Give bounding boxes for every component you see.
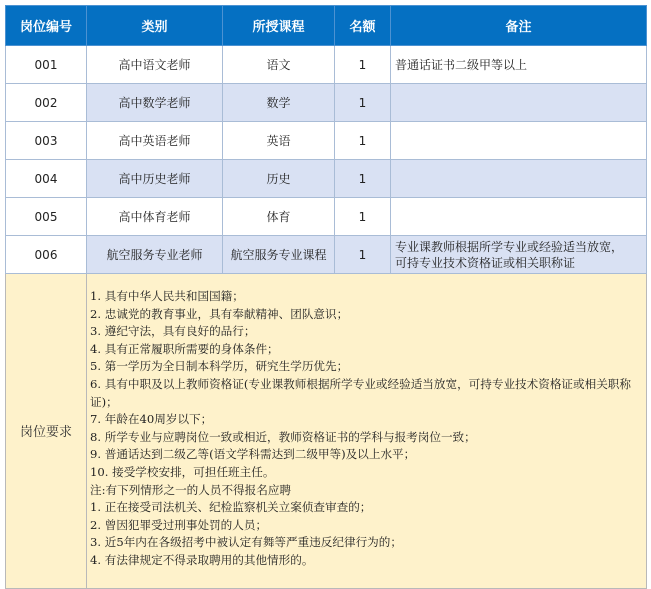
table-row [6,122,647,160]
requirement-line: 10. 接受学校安排，可担任班主任。 [90,464,275,479]
table-row [6,160,647,198]
requirement-line: 4. 具有正常履职所需要的身体条件； [90,341,279,356]
quota: 1 [335,122,391,160]
position-id: 006 [6,236,87,274]
disqualification-line: 1. 正在接受司法机关、纪检监察机关立案侦查审查的； [90,500,372,515]
table-row [6,46,647,84]
course: 语文 [223,46,335,84]
note [391,160,647,198]
category: 高中体育老师 [87,198,223,236]
category: 高中历史老师 [87,160,223,198]
course: 航空服务专业课程 [223,236,335,274]
header-quota: 名额 [335,6,391,46]
position-id: 003 [6,122,87,160]
quota: 1 [335,198,391,236]
table-row [6,84,647,122]
note-line: 可持专业技术资格证或相关职称证 [395,255,576,270]
note [391,236,647,274]
table-row [6,236,647,274]
category: 高中数学老师 [87,84,223,122]
header-note: 备注 [391,6,647,46]
requirement-line: 2. 忠诚党的教育事业，具有奉献精神、团队意识； [90,306,349,321]
recruitment-table [5,5,647,589]
note [391,122,647,160]
course: 数学 [223,84,335,122]
course: 历史 [223,160,335,198]
requirement-line: 3. 遵纪守法，具有良好的品行； [90,324,256,339]
requirements-row [6,274,647,589]
disqualification-line: 2. 曾因犯罪受过刑事处罚的人员； [90,517,268,532]
header-row [6,6,647,46]
position-id: 001 [6,46,87,84]
note-line: 专业课教师根据所学专业或经验适当放宽， [395,239,624,254]
requirement-line: 8. 所学专业与应聘岗位一致或相近，教师资格证书的学科与报考岗位一致； [90,429,476,444]
requirement-line: 5. 第一学历为全日制本科学历，研究生学历优先； [90,359,349,374]
position-id: 004 [6,160,87,198]
requirement-line: 6. 具有中职及以上教师资格证(专业课教师根据所学专业或经验适当放宽，可持专业技术资格证或相关职称证)； [90,376,631,409]
disqualification-note: 注:有下列情形之一的人员不得报名应聘 [90,482,292,497]
category: 航空服务专业老师 [87,236,223,274]
quota: 1 [335,46,391,84]
requirements-label: 岗位要求 [6,274,87,589]
note: 普通话证书二级甲等以上 [391,46,647,84]
disqualification-line: 3. 近5年内在各级招考中被认定有舞等严重违反纪律行为的； [90,535,402,550]
position-id: 002 [6,84,87,122]
table-row [6,198,647,236]
requirement-line: 7. 年龄在40周岁以下； [90,412,213,427]
course: 体育 [223,198,335,236]
requirement-line: 9. 普通话达到二级乙等(语文学科需达到二级甲等)及以上水平； [90,447,416,462]
quota: 1 [335,84,391,122]
quota: 1 [335,160,391,198]
category: 高中英语老师 [87,122,223,160]
note [391,84,647,122]
course: 英语 [223,122,335,160]
quota: 1 [335,236,391,274]
header-position-id: 岗位编号 [6,6,87,46]
requirements-body [87,274,647,589]
category: 高中语文老师 [87,46,223,84]
header-category: 类别 [87,6,223,46]
header-course: 所授课程 [223,6,335,46]
requirement-line: 1. 具有中华人民共和国国籍； [90,289,244,303]
position-id: 005 [6,198,87,236]
note [391,198,647,236]
disqualification-line: 4. 有法律规定不得录取聘用的其他情形的。 [90,552,314,567]
